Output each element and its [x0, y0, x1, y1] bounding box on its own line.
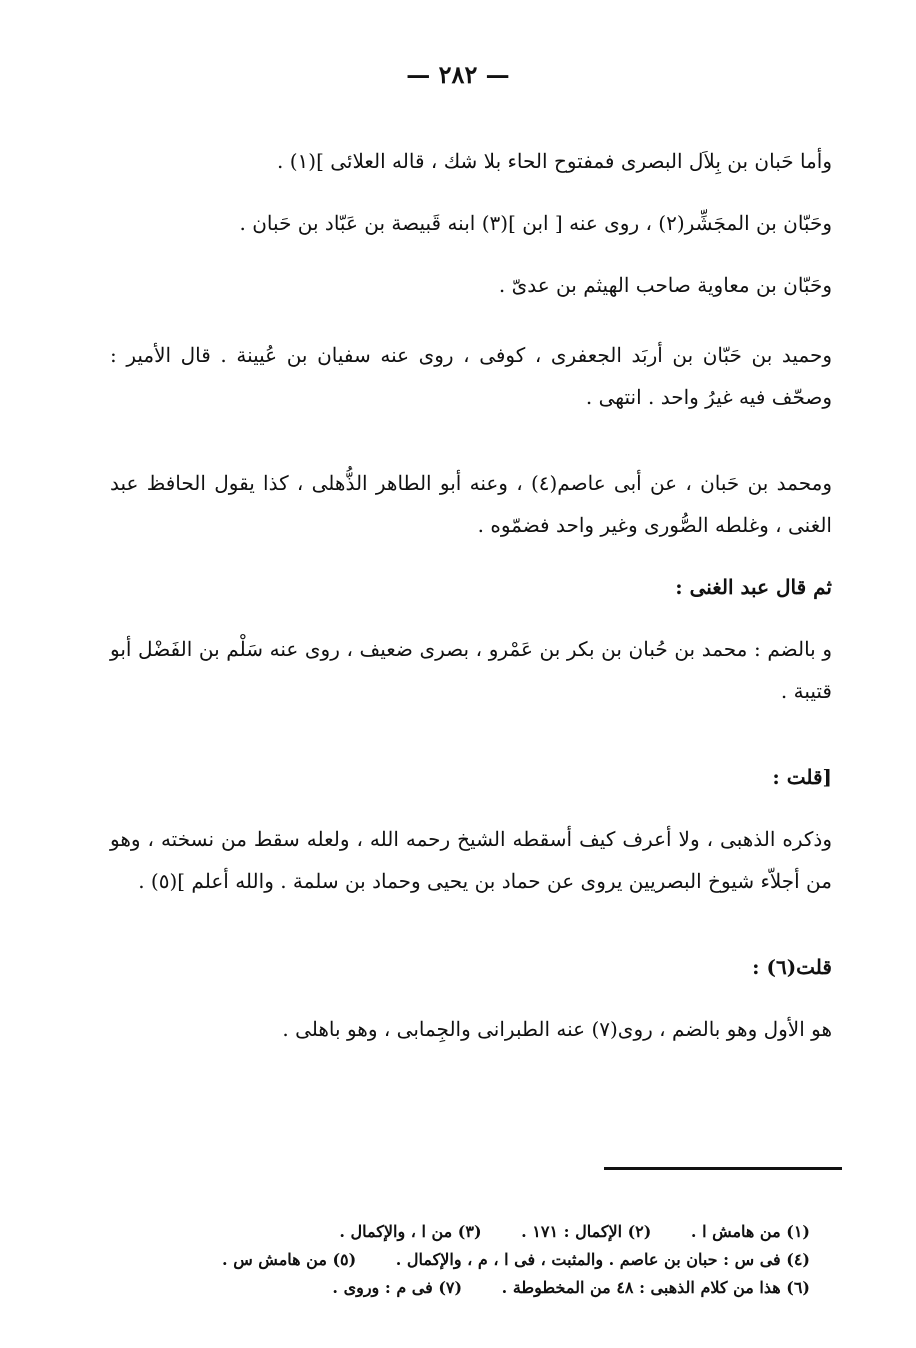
footnote-row	[200, 1218, 810, 1246]
footnote-3: (٣) من ا ، والإكمال .	[339, 1222, 482, 1241]
spacer	[110, 546, 832, 566]
paragraph-hibban-muawiya: وحَبّان بن معاوية صاحب الهيثم بن عدىّ .	[498, 273, 832, 297]
spacer	[110, 182, 832, 202]
paragraph-dhahabi: وذكره الذهبى ، ولا أعرف كيف أسقطه الشيخ رحمه الله ، ولعله سقط من نسخته ، وهو من أجلاّء شيوخ البصريين يروى عن حماد بن يحيى وحماد بن سلمة . والله أعلم ](٥) .	[110, 827, 832, 893]
spacer	[110, 712, 832, 756]
heading-abd-al-ghani: ثم قال عبد الغنى :	[675, 575, 832, 599]
paragraph-muhammad-hibban: ومحمد بن حَبان ، عن أبى عاصم(٤) ، وعنه أبو الطاهر الذُّهلى ، كذا يقول الحافظ عبد الغنى ، وغلطه الصُّورى وغير واحد فضمّوه .	[110, 471, 832, 537]
page-number: — ٢٨٢ —	[406, 60, 510, 89]
paragraph-hibban-mujashshir: وحَبّان بن المجَشِّر(٢) ، روى عنه [ ابن ](٣) ابنه قَبيصة بن عَبّاد بن حَبان .	[239, 211, 832, 235]
heading-qultu: قلت(٦) :	[752, 955, 832, 979]
footnote-5: (٥) من هامش س .	[222, 1250, 357, 1269]
paragraph-bil-damm: و بالضم : محمد بن حُبان بن بكر بن عَمْرو ، بصرى ضعيف ، روى عنه سَلْم بن الفَضْل أبو قتيبة .	[110, 637, 832, 703]
footnote-row	[200, 1246, 810, 1274]
footnote-divider	[604, 1167, 842, 1170]
main-text	[110, 140, 832, 1050]
footnote-7: (٧) فى م : وروى .	[332, 1278, 463, 1297]
paragraph-awwal: هو الأول وهو بالضم ، روى(٧) عنه الطبرانى والجِمابى ، وهو باهلى .	[282, 1017, 832, 1041]
footnote-2: (٢) الإكمال : ١٧١ .	[521, 1222, 652, 1241]
footnote-1: (١) من هامش ا .	[690, 1222, 810, 1241]
spacer	[110, 902, 832, 946]
spacer	[110, 306, 832, 334]
paragraph-hibban-bilal: وأما حَبان بن بِلاَل البصرى فمفتوح الحاء بلا شك ، قاله العلائى ](١) .	[276, 149, 832, 173]
footnote-row	[200, 1274, 810, 1302]
footnote-4: (٤) فى س : حبان بن عاصم . والمثبت ، فى ا ، م ، والإكمال .	[395, 1250, 810, 1269]
heading-qultu-bracket: [قلت :	[772, 765, 832, 789]
spacer	[110, 608, 832, 628]
spacer	[110, 418, 832, 462]
spacer	[110, 244, 832, 264]
footnote-6: (٦) هذا من كلام الذهبى : ٤٨ من المخطوطة .	[501, 1278, 810, 1297]
footnotes	[200, 1218, 810, 1302]
spacer	[110, 798, 832, 818]
paragraph-humaid: وحميد بن حَبّان بن أربَد الجعفرى ، كوفى ، روى عنه سفيان بن عُيينة . قال الأمير : وصحّف فيه غيرُ واحد . انتهى .	[110, 343, 832, 409]
spacer	[110, 988, 832, 1008]
